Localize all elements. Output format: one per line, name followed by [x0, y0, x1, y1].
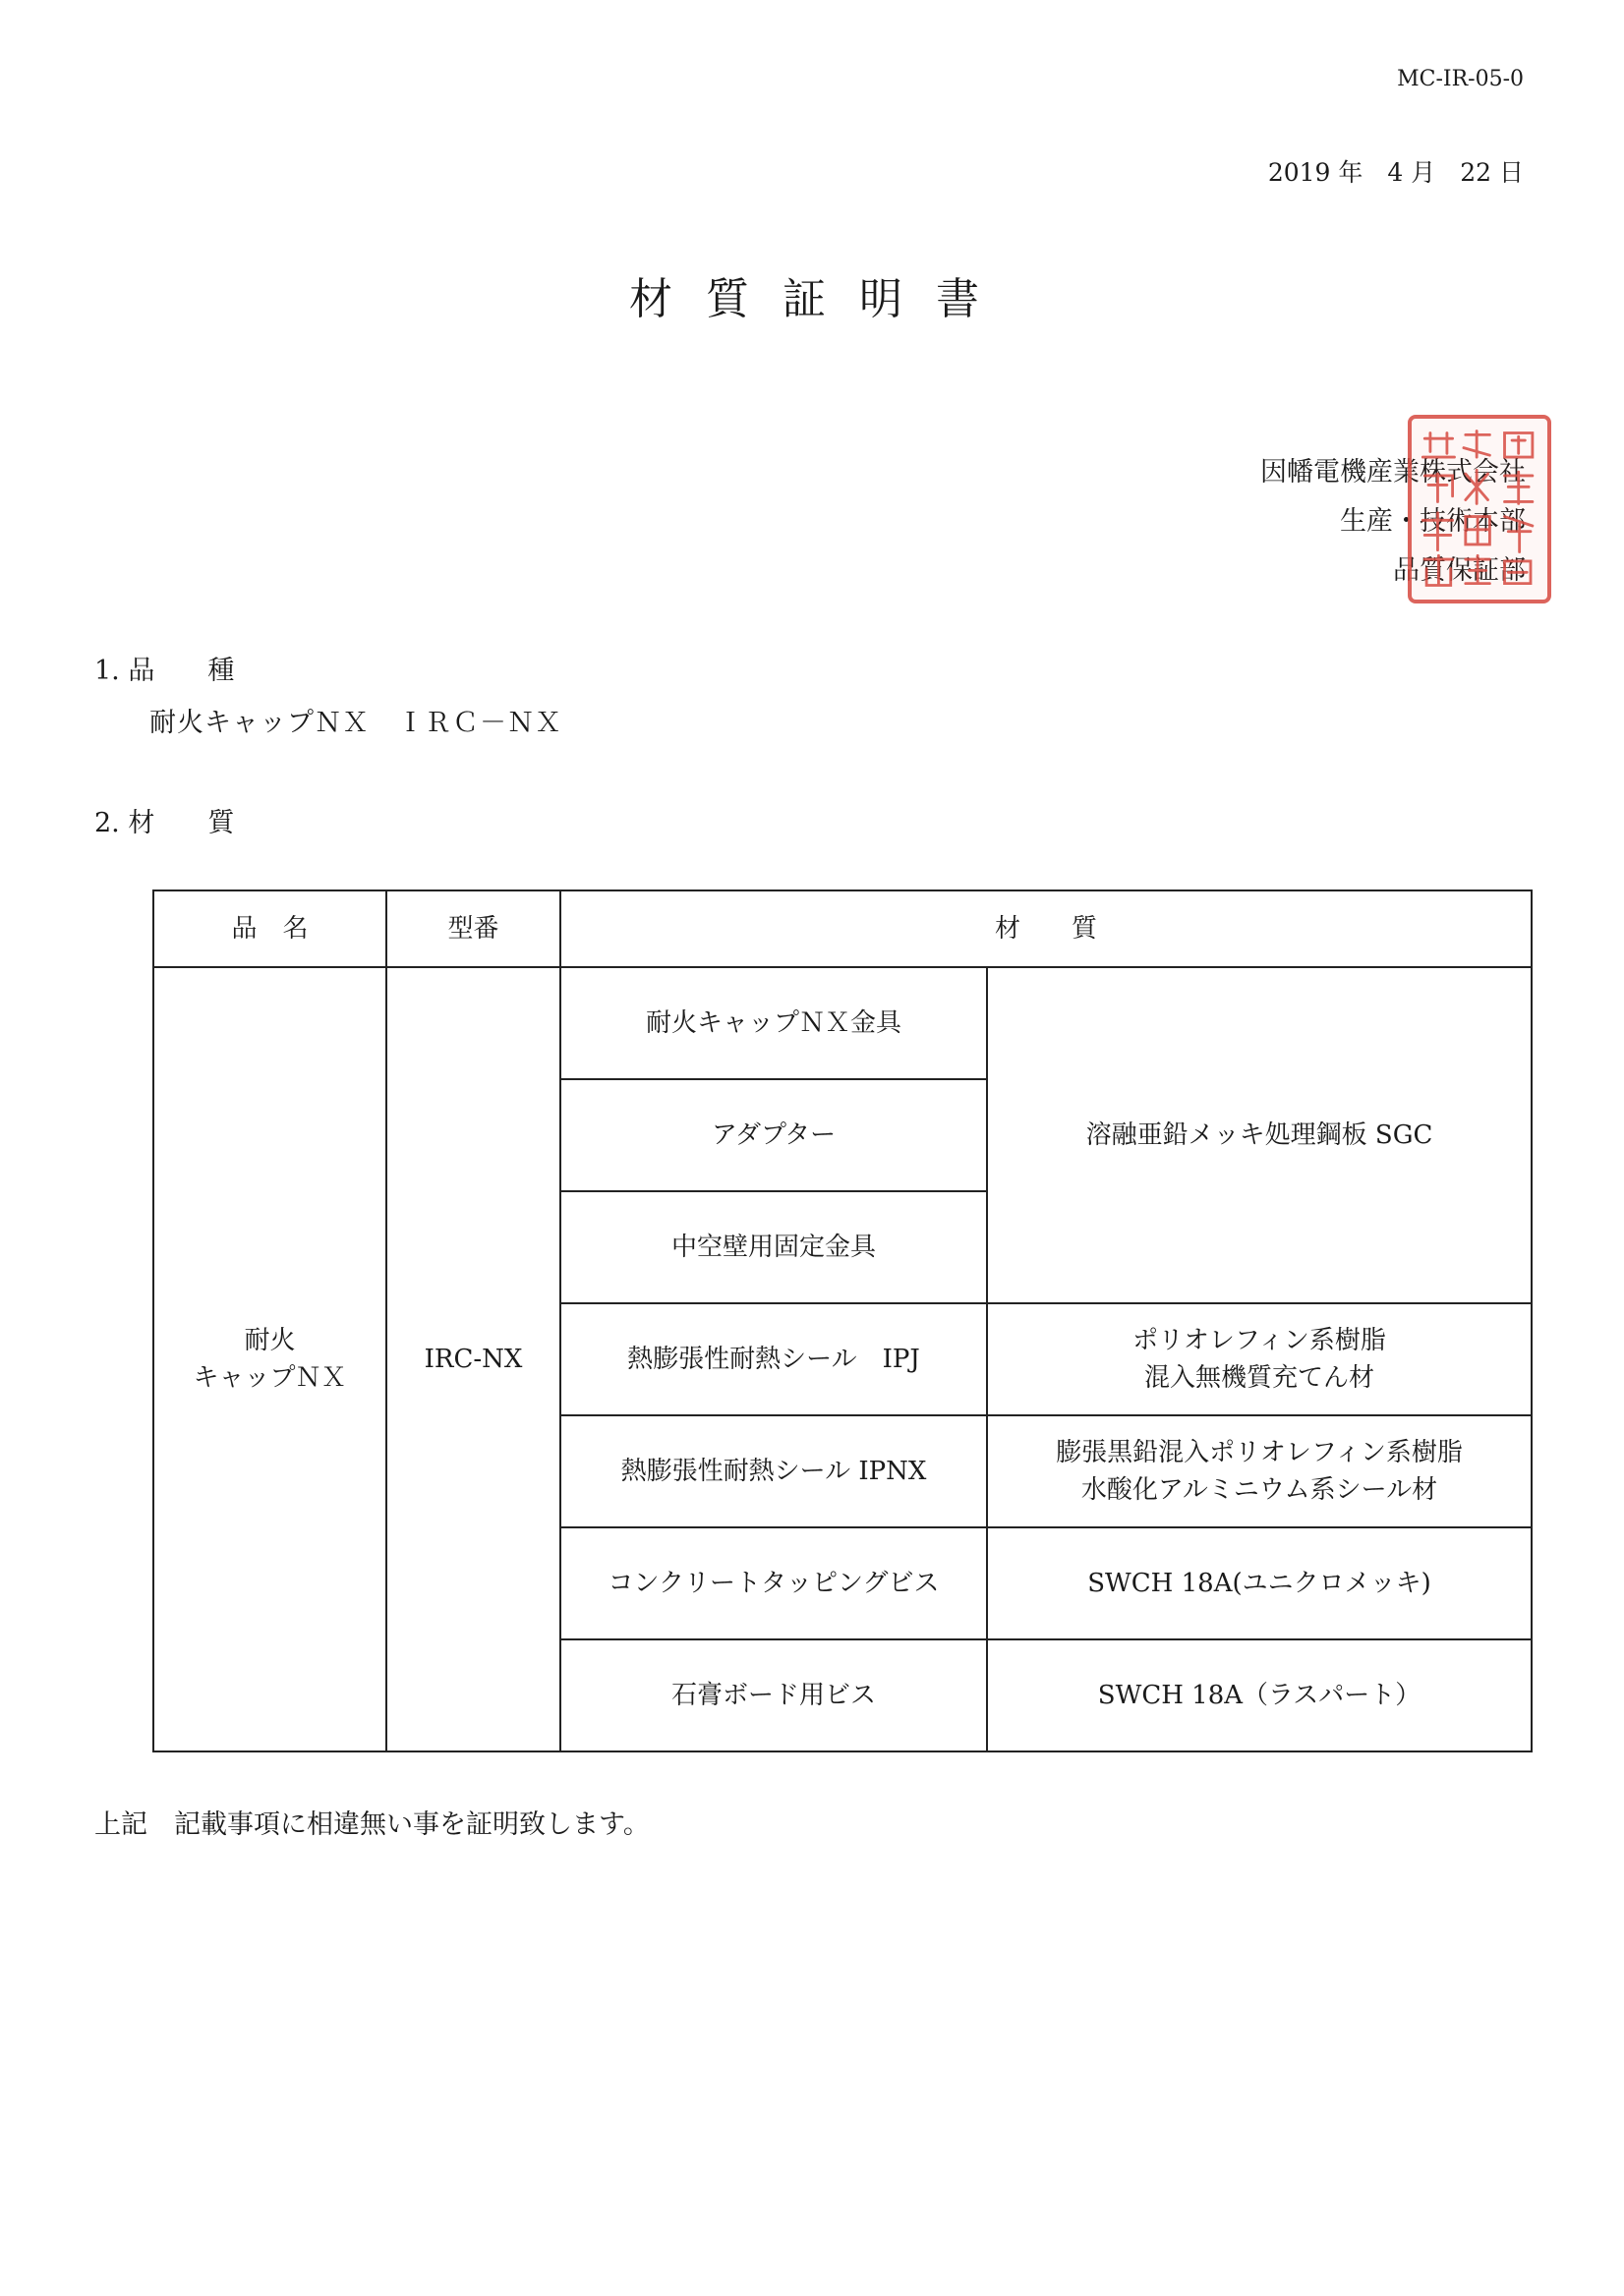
cell-material: [987, 1415, 1532, 1527]
cell-part: 熱膨張性耐熱シール IPJ: [560, 1303, 987, 1415]
document-code: MC-IR-05-0: [1397, 67, 1524, 91]
header-model: 型番: [386, 890, 560, 967]
material-line-2: 水酸化アルミニウム系シール材: [1080, 1475, 1438, 1505]
section-1-product-type: 耐火キャップＮＸ ＩＲＣ－ＮＸ: [149, 708, 562, 738]
section-2-heading: 2. 材 質: [94, 808, 235, 838]
cell-material: SWCH 18A(ユニクロメッキ): [987, 1527, 1532, 1639]
company-seal-stamp: [1408, 415, 1551, 603]
cell-part: 耐火キャップＮＸ金具: [560, 967, 987, 1079]
seal-graphic: [1412, 419, 1547, 600]
cell-model: IRC-NX: [386, 967, 560, 1751]
cell-part: 中空壁用固定金具: [560, 1191, 987, 1303]
issuer-department: 生産・技術本部: [1340, 506, 1526, 537]
material-line-1: ポリオレフィン系樹脂: [1132, 1326, 1386, 1355]
material-table: [152, 890, 1533, 1752]
document-title: 材質証明書: [629, 274, 1013, 324]
issuer-company: 因幡電機産業株式会社: [1260, 457, 1526, 488]
product-name-line-1: 耐火: [244, 1326, 296, 1355]
cell-part: 石膏ボード用ビス: [560, 1639, 987, 1751]
table-header-row: [153, 890, 1532, 967]
cell-material: [987, 1303, 1532, 1415]
document-date: 2019 年 4 月 22 日: [1267, 158, 1524, 187]
cell-part: コンクリートタッピングビス: [560, 1527, 987, 1639]
product-name-line-2: キャップＮＸ: [193, 1363, 347, 1393]
header-product-name: 品 名: [153, 890, 386, 967]
cell-shared-material: 溶融亜鉛メッキ処理鋼板 SGC: [987, 967, 1532, 1303]
issuer-section: 品質保証部: [1393, 555, 1526, 586]
table-row: [153, 967, 1532, 1079]
section-1-heading: 1. 品 種: [94, 656, 235, 686]
cell-part: 熱膨張性耐熱シール IPNX: [560, 1415, 987, 1527]
material-line-2: 混入無機質充てん材: [1144, 1363, 1375, 1393]
closing-statement: 上記 記載事項に相違無い事を証明致します。: [94, 1809, 650, 1840]
header-material: 材 質: [560, 890, 1532, 967]
material-line-1: 膨張黒鉛混入ポリオレフィン系樹脂: [1056, 1438, 1463, 1467]
cell-material: SWCH 18A（ラスパート）: [987, 1639, 1532, 1751]
cell-part: アダプター: [560, 1079, 987, 1191]
cell-product-name: [153, 967, 386, 1751]
